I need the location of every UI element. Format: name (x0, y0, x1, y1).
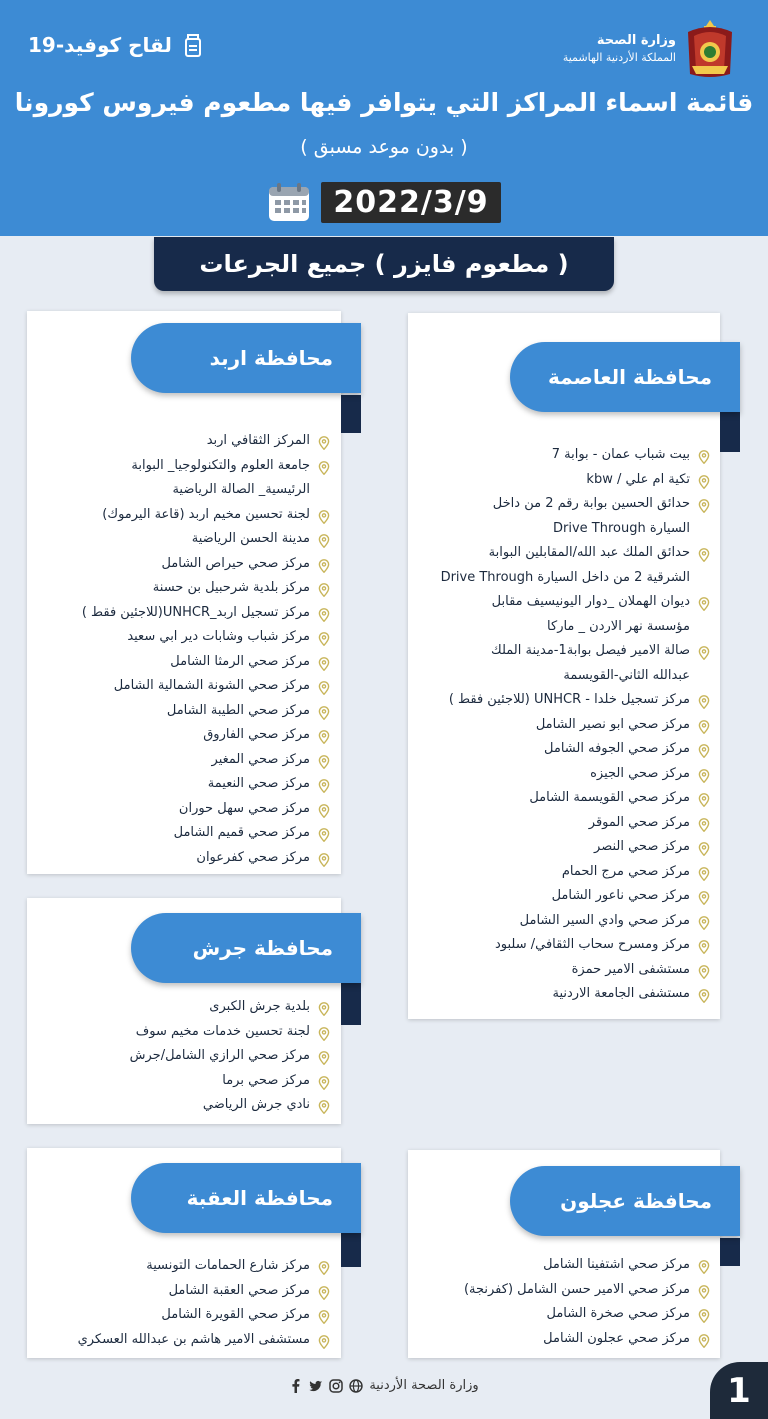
location-item-label: مركز صحي الجيزه (590, 765, 690, 781)
location-item-label: مركز بلدية شرحبيل بن حسنة (152, 580, 310, 595)
page-subtitle: ( بدون موعد مسبق ) (300, 136, 468, 158)
location-pin-icon (698, 1284, 710, 1298)
location-item (420, 982, 710, 1007)
location-pin-icon (318, 680, 330, 694)
calendar-icon (267, 181, 311, 223)
location-item (420, 1302, 710, 1327)
location-item-label: مركز صحي الامير حسن الشامل (كفرنجة) (463, 1281, 690, 1297)
location-item-label: مركز صحي الرمثا الشامل (170, 653, 310, 669)
instagram-icon[interactable] (329, 1379, 343, 1393)
location-pin-icon (318, 1050, 330, 1064)
section-tab-jerash (131, 913, 361, 983)
location-item-label: بلدية جرش الكبرى (209, 999, 310, 1014)
vaccine-label-block (28, 32, 206, 58)
location-item-label: جامعة العلوم والتكنولوجيا_ البوابة (131, 457, 310, 473)
location-item-label: مركز صحي الفاروق (203, 727, 310, 742)
location-pin-icon (318, 1026, 330, 1040)
location-pin-icon (698, 694, 710, 708)
location-item (40, 1093, 330, 1118)
location-item (40, 1328, 330, 1353)
location-item (420, 786, 710, 811)
vaccine-label: لقاح كوفيد-19 (28, 33, 172, 57)
jordan-emblem-icon (684, 18, 736, 80)
location-item-label: صالة الامير فيصل بوابة1-مدينة الملك (491, 643, 690, 658)
location-list-jerash (40, 995, 330, 1118)
location-item (40, 995, 330, 1020)
location-pin-icon (318, 1001, 330, 1015)
location-list-irbid (40, 429, 330, 870)
section-title-jerash: محافظة جرش (192, 936, 333, 960)
location-pin-icon (318, 1309, 330, 1323)
footer-ministry-name: وزارة الصحة الأردنية (369, 1378, 479, 1393)
location-pin-icon (698, 768, 710, 782)
vaccine-vial-icon (180, 32, 206, 58)
location-item (40, 1279, 330, 1304)
location-item (40, 1020, 330, 1045)
location-item-label: المركز الثقافي اربد (206, 433, 310, 448)
location-item-label: مركز صحي النصر (594, 839, 690, 854)
location-item (40, 674, 330, 699)
location-item (40, 1044, 330, 1069)
section-tab-ajloun (510, 1166, 740, 1236)
location-item-label: مركز صحي ناعور الشامل (551, 888, 690, 903)
location-item (420, 615, 710, 640)
location-item (40, 797, 330, 822)
location-pin-icon (698, 915, 710, 929)
location-item (40, 625, 330, 650)
location-pin-icon (698, 719, 710, 733)
location-pin-icon (318, 1075, 330, 1089)
section-tab-irbid (131, 323, 361, 393)
location-item (420, 762, 710, 787)
location-item-label: مستشفى الامير هاشم بن عبدالله العسكري (77, 1331, 310, 1347)
location-item (40, 1069, 330, 1094)
location-item-label: مركز صحي الموقر (588, 814, 690, 830)
location-pin-icon (698, 645, 710, 659)
location-item-label: مركز شارع الحمامات التونسية (146, 1258, 310, 1273)
tab-fold-jerash (341, 983, 361, 1025)
location-item-label: مركز صحي العقبة الشامل (168, 1282, 310, 1298)
location-pin-icon (318, 582, 330, 596)
location-pin-icon (698, 547, 710, 561)
location-pin-icon (318, 631, 330, 645)
location-item-label: مركز صحي مرج الحمام (561, 863, 690, 879)
location-item-label: مركز شباب وشابات دير ابي سعيد (127, 629, 310, 644)
location-item (420, 541, 710, 566)
location-item-label: مركز صحي الشونة الشمالية الشامل (113, 678, 310, 693)
location-item (420, 884, 710, 909)
globe-icon[interactable] (349, 1379, 363, 1393)
date-badge: 2022/3/9 (321, 182, 500, 223)
location-item (420, 468, 710, 493)
location-item-label: مدينة الحسن الرياضية (191, 531, 310, 546)
location-item-label: مستشفى الجامعة الاردنية (552, 986, 690, 1001)
location-item-label: مركز صحي الطيبة الشامل (166, 702, 310, 718)
location-pin-icon (698, 498, 710, 512)
location-list-aqaba (40, 1254, 330, 1352)
location-pin-icon (318, 1334, 330, 1348)
date-row (0, 181, 768, 223)
location-item-label: مركز صحي القويسمة الشامل (529, 790, 690, 805)
location-item (420, 909, 710, 934)
location-item (40, 503, 330, 528)
location-item (420, 492, 710, 517)
location-pin-icon (318, 705, 330, 719)
location-pin-icon (318, 1099, 330, 1113)
ministry-logo-block (563, 18, 736, 80)
location-item-label: لجنة تحسين خدمات مخيم سوف (135, 1023, 310, 1039)
tab-fold-irbid (341, 395, 361, 433)
location-pin-icon (698, 939, 710, 953)
location-pin-icon (318, 656, 330, 670)
location-item (40, 1303, 330, 1328)
location-pin-icon (318, 1260, 330, 1274)
location-item-label: مركز صحي عجلون الشامل (543, 1330, 690, 1346)
location-item (420, 443, 710, 468)
location-item-label: الشرقية 2 من داخل السيارة Drive Through (440, 569, 690, 585)
location-item-label: ديوان الهملان _دوار اليونيسيف مقابل (491, 594, 690, 609)
location-item-label: مستشفى الامير حمزة (571, 961, 690, 977)
location-pin-icon (318, 460, 330, 474)
location-pin-icon (698, 474, 710, 488)
location-item (40, 601, 330, 626)
location-item (420, 590, 710, 615)
location-pin-icon (698, 964, 710, 978)
location-item-label: مركز ومسرح سحاب الثقافي/ سلبود (495, 937, 690, 952)
location-item (420, 811, 710, 836)
location-item-label: تكية ام علي / kbw (586, 471, 690, 487)
location-item-label: الرئيسية_ الصالة الرياضية (172, 482, 310, 497)
location-pin-icon (698, 792, 710, 806)
location-item (420, 517, 710, 542)
location-item (40, 772, 330, 797)
location-item-label: عبدالله الثاني-القويسمة (563, 667, 690, 683)
location-item-label: مركز صحي صخرة الشامل (546, 1306, 690, 1321)
location-pin-icon (698, 596, 710, 610)
location-item (420, 835, 710, 860)
location-item (40, 527, 330, 552)
location-item-label: مركز صحي الجوفه الشامل (544, 741, 690, 756)
location-item-label: مركز صحي القويرة الشامل (161, 1307, 310, 1322)
location-item (420, 737, 710, 762)
location-item-label: حدائق الملك عبد الله/المقابلين البوابة (488, 545, 690, 560)
location-item-label: لجنة تحسين مخيم اربد (قاعة اليرموك) (102, 506, 310, 522)
location-item (40, 454, 330, 479)
location-item (420, 566, 710, 591)
location-item (40, 748, 330, 773)
location-item (40, 846, 330, 871)
location-item (420, 688, 710, 713)
location-item-label: مركز صحي برما (222, 1072, 310, 1088)
location-item (40, 552, 330, 577)
header-band (0, 0, 768, 236)
location-item (420, 958, 710, 983)
location-item (40, 1254, 330, 1279)
location-pin-icon (698, 841, 710, 855)
location-pin-icon (318, 607, 330, 621)
location-pin-icon (318, 558, 330, 572)
location-item (40, 576, 330, 601)
location-item (40, 723, 330, 748)
location-list-ajloun (420, 1253, 710, 1351)
location-pin-icon (698, 866, 710, 880)
location-item-label: مركز صحي ابو نصير الشامل (535, 716, 690, 732)
section-title-capital: محافظة العاصمة (547, 365, 712, 389)
section-title-aqaba: محافظة العقبة (186, 1186, 333, 1210)
section-title-ajloun: محافظة عجلون (560, 1189, 712, 1213)
location-pin-icon (318, 509, 330, 523)
location-item-label: حدائق الحسين بوابة رقم 2 من داخل (492, 496, 690, 511)
location-item-label: مركز صحي اشتفينا الشامل (543, 1257, 690, 1272)
location-item (420, 1253, 710, 1278)
location-pin-icon (318, 435, 330, 449)
location-pin-icon (698, 449, 710, 463)
location-list-capital (420, 443, 710, 1007)
location-item-label: مؤسسة نهر الاردن _ ماركا (547, 618, 690, 634)
location-pin-icon (318, 827, 330, 841)
location-item-label: نادي جرش الرياضي (202, 1097, 310, 1112)
ministry-name: وزارة الصحة (596, 33, 676, 48)
location-item-label: مركز تسجيل اربد_UNHCR(للاجئين فقط ) (81, 604, 310, 620)
location-item (420, 664, 710, 689)
location-item (40, 429, 330, 454)
location-pin-icon (698, 890, 710, 904)
location-pin-icon (318, 852, 330, 866)
location-item (40, 699, 330, 724)
tab-fold-aqaba (341, 1233, 361, 1267)
vaccine-type-banner: ( مطعوم فايزر ) جميع الجرعات (154, 237, 614, 291)
location-item (420, 860, 710, 885)
location-item (420, 1278, 710, 1303)
section-tab-capital (510, 342, 740, 412)
location-item (420, 1327, 710, 1352)
location-pin-icon (318, 1285, 330, 1299)
footer (0, 1378, 768, 1393)
location-item (40, 650, 330, 675)
location-pin-icon (318, 778, 330, 792)
page-number: 1 (710, 1362, 768, 1419)
location-pin-icon (698, 1308, 710, 1322)
section-tab-aqaba (131, 1163, 361, 1233)
location-item-label: مركز تسجيل خلدا - UNHCR (للاجئين فقط ) (448, 692, 690, 707)
facebook-icon[interactable] (289, 1379, 303, 1393)
location-pin-icon (318, 754, 330, 768)
location-item (420, 713, 710, 738)
location-item-label: مركز صحي النعيمة (207, 776, 310, 791)
location-item-label: السيارة Drive Through (553, 520, 690, 536)
location-pin-icon (698, 988, 710, 1002)
location-item-label: مركز صحي حيراص الشامل (161, 555, 310, 571)
ministry-subtitle: المملكة الأردنية الهاشمية (562, 51, 676, 64)
location-item (420, 933, 710, 958)
location-item-label: مركز صحي كفرعوان (196, 849, 310, 865)
location-pin-icon (318, 533, 330, 547)
location-pin-icon (698, 743, 710, 757)
location-pin-icon (698, 817, 710, 831)
page-title: قائمة اسماء المراكز التي يتوافر فيها مطعوم فيروس كورونا (14, 88, 754, 117)
location-pin-icon (698, 1333, 710, 1347)
location-pin-icon (698, 1259, 710, 1273)
location-item-label: مركز صحي قميم الشامل (173, 825, 310, 840)
location-item (40, 821, 330, 846)
tab-fold-ajloun (720, 1238, 740, 1266)
location-item-label: مركز صحي سهل حوران (178, 800, 310, 816)
location-item (420, 639, 710, 664)
location-item-label: مركز صحي وادي السير الشامل (519, 912, 690, 928)
location-item-label: بيت شباب عمان - بوابة 7 (551, 447, 690, 462)
location-pin-icon (318, 729, 330, 743)
location-item-label: مركز صحي المغير (211, 751, 310, 767)
location-item-label: مركز صحي الرازي الشامل/جرش (129, 1048, 310, 1063)
location-pin-icon (318, 803, 330, 817)
location-item (40, 478, 330, 503)
section-title-irbid: محافظة اربد (209, 346, 333, 370)
twitter-icon[interactable] (309, 1379, 323, 1393)
